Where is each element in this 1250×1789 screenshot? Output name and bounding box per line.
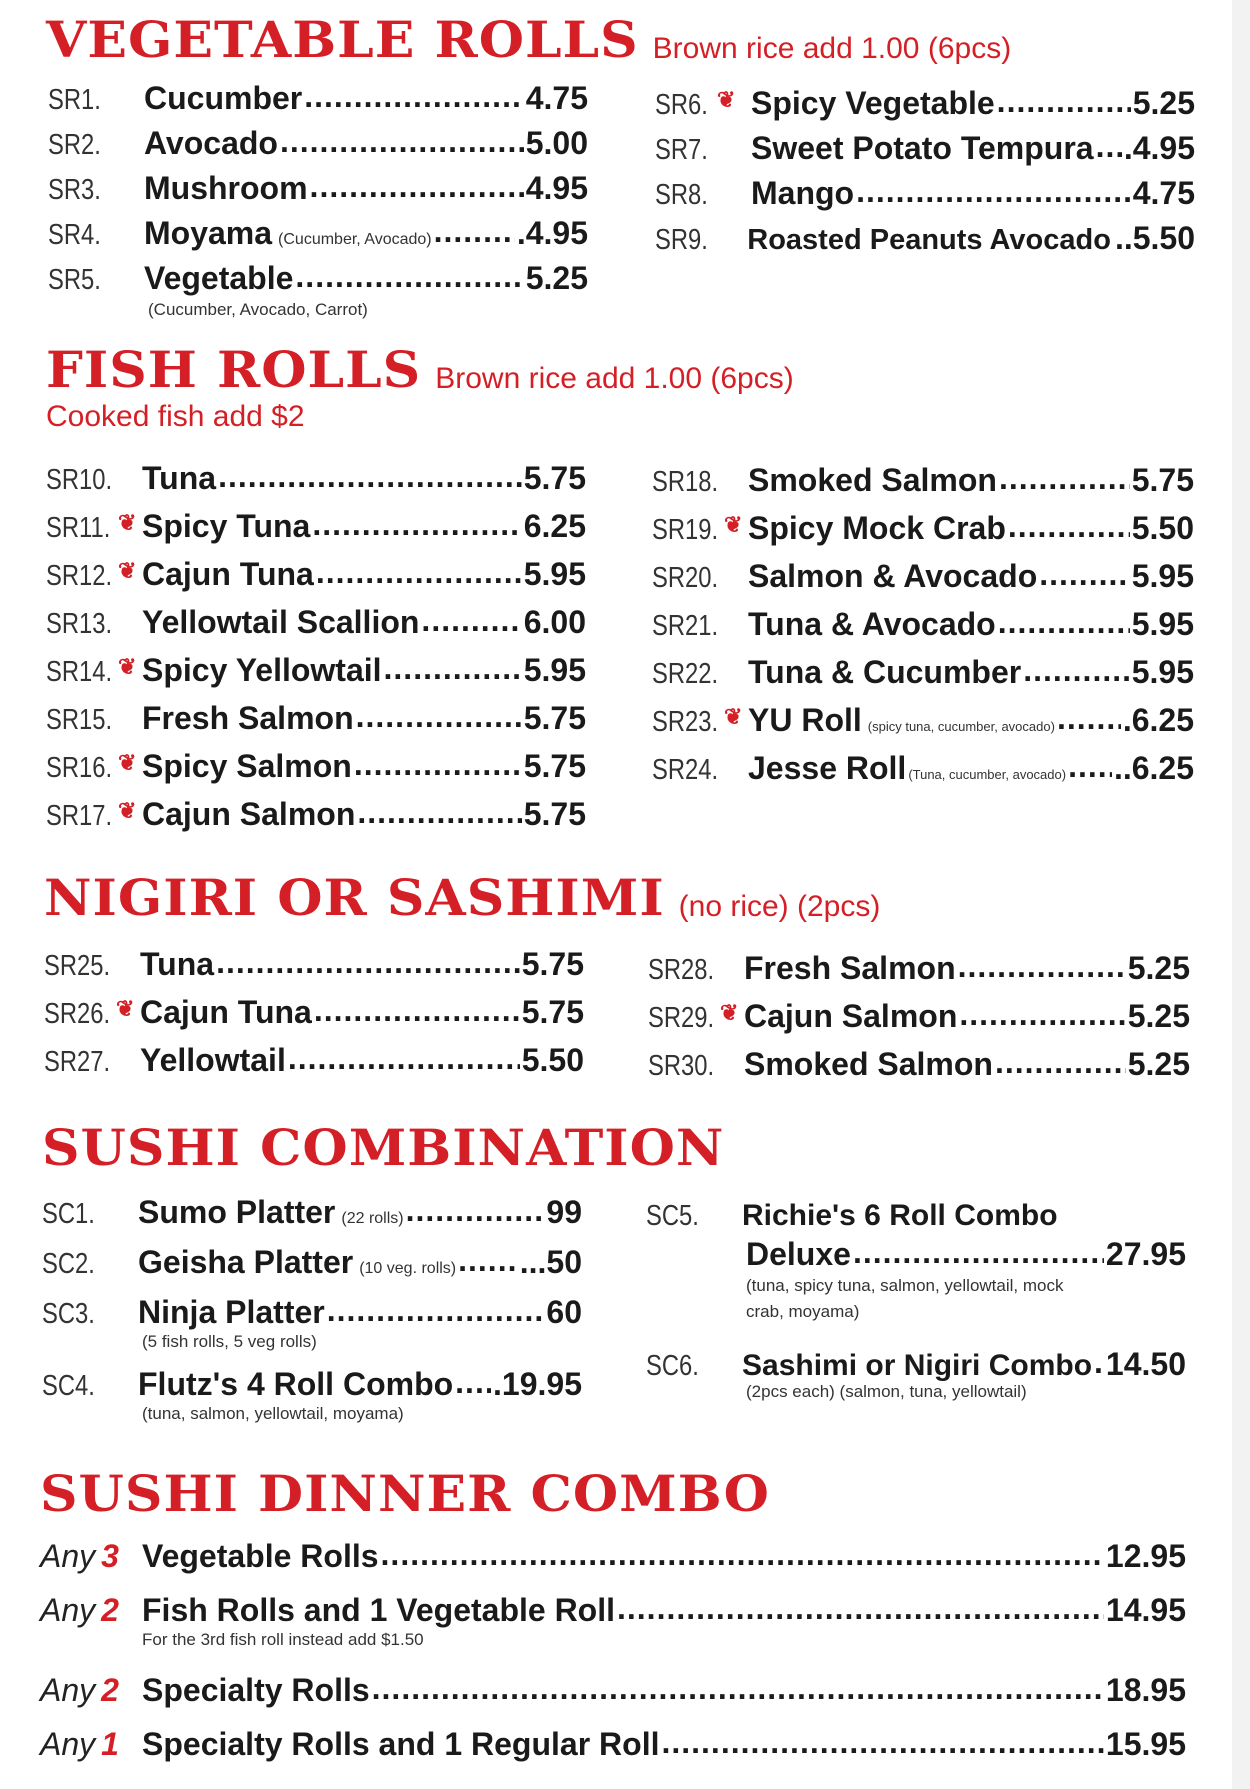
item-price: 60: [546, 1294, 582, 1330]
menu-item: [40, 1592, 1186, 1629]
section-note: Brown rice add 1.00 (6pcs): [652, 32, 1012, 65]
item-price: 14.95: [1105, 1592, 1186, 1628]
item-code: SR18.: [652, 466, 719, 498]
item-description: (tuna, salmon, yellowtail, moyama): [142, 1404, 404, 1423]
item-price: 5.00: [525, 125, 588, 161]
item-price: .4.95: [1123, 130, 1195, 166]
item-price: 5.75: [521, 946, 584, 982]
count-number: 2: [101, 1592, 119, 1628]
item-name: Smoked Salmon: [748, 462, 997, 498]
section-heading-dinner: [40, 1464, 770, 1525]
item-description: (spicy tuna, cucumber, avocado): [867, 719, 1055, 734]
item-price: 5.75: [523, 460, 586, 496]
menu-item: [655, 130, 1195, 167]
page-edge: [1232, 0, 1250, 1789]
item-name: Spicy Salmon: [142, 748, 352, 784]
menu-item: [40, 1538, 1186, 1575]
menu-item: [42, 1366, 582, 1403]
any-label: Any: [40, 1726, 96, 1762]
item-price: 5.25: [525, 260, 588, 296]
section-note: (no rice) (2pcs): [678, 890, 881, 923]
item-price: 5.75: [523, 796, 586, 832]
item-price: 6.25: [523, 508, 586, 544]
item-description: (Tuna, cucumber, avocado): [908, 767, 1067, 782]
item-price: 5.75: [521, 994, 584, 1030]
item-name: Spicy Tuna: [142, 508, 311, 544]
item-code: SC6.: [646, 1350, 699, 1382]
menu-item: [46, 460, 586, 497]
any-label: Any: [40, 1592, 96, 1628]
item-code: SC1.: [42, 1198, 95, 1230]
item-price: ..6.25: [1113, 750, 1194, 786]
section-heading-vegetable: [46, 10, 1011, 71]
item-name: Spicy Yellowtail: [142, 652, 382, 688]
item-code: SR9.: [655, 224, 708, 256]
item-code: SR6.: [655, 89, 708, 121]
item-code: SR5.: [48, 264, 101, 296]
item-price: 12.95: [1105, 1538, 1186, 1574]
item-name: Sweet Potato Tempura: [751, 130, 1094, 166]
menu-item: [42, 1244, 582, 1281]
item-price: 6.00: [523, 604, 586, 640]
item-code: SR15.: [46, 704, 113, 736]
item-code: SR28.: [648, 954, 715, 986]
item-price: 5.95: [1131, 654, 1194, 690]
item-name: Jesse Roll: [748, 750, 907, 786]
menu-item: [652, 462, 1194, 499]
menu-item: [42, 1194, 582, 1231]
menu-item: [48, 170, 588, 207]
item-code: SR2.: [48, 129, 101, 161]
item-code: SR7.: [655, 134, 708, 166]
item-name: Cucumber: [144, 80, 303, 116]
item-name: Avocado: [144, 125, 278, 161]
menu-item: [48, 215, 588, 252]
chili-pepper-icon: ❦: [118, 558, 137, 583]
menu-item: [655, 175, 1195, 212]
item-price: 5.50: [1131, 510, 1194, 546]
item-description: (10 veg. rolls): [359, 1260, 457, 1277]
item-name: Salmon & Avocado: [748, 558, 1038, 594]
menu-item: [655, 85, 1195, 122]
item-price: 4.95: [525, 170, 588, 206]
item-code: SR17.: [46, 800, 113, 832]
item-name: Smoked Salmon: [744, 1046, 993, 1082]
item-name: Roasted Peanuts Avocado: [747, 224, 1111, 256]
item-name: Mushroom: [144, 170, 308, 206]
item-code: SR20.: [652, 562, 719, 594]
section-title: SUSHI COMBINATION: [42, 1119, 725, 1178]
item-name: Vegetable: [144, 260, 294, 296]
item-name: Yellowtail: [140, 1042, 286, 1078]
item-name-continued: Deluxe: [746, 1236, 851, 1272]
item-price: 99: [546, 1194, 582, 1230]
item-name: Specialty Rolls and 1 Regular Roll: [142, 1726, 660, 1762]
item-name: Vegetable Rolls: [142, 1538, 379, 1574]
menu-item: [652, 606, 1194, 643]
item-code: SR12.: [46, 560, 113, 592]
item-code: SR1.: [48, 84, 101, 116]
item-code: SR13.: [46, 608, 113, 640]
menu-item: [48, 125, 588, 162]
item-price: 5.75: [1131, 462, 1194, 498]
menu-item: [655, 220, 1195, 257]
menu-item: [652, 750, 1194, 787]
item-code: SR21.: [652, 610, 719, 642]
item-name: Cajun Salmon: [744, 998, 958, 1034]
item-name: Cajun Tuna: [140, 994, 312, 1030]
item-code: SR19.: [652, 514, 719, 546]
item-code: SC5.: [646, 1200, 699, 1232]
menu-item: [46, 508, 586, 545]
menu-item: [652, 558, 1194, 595]
count-number: 1: [101, 1726, 119, 1762]
item-price: 5.95: [1131, 606, 1194, 642]
item-name: Fish Rolls and 1 Vegetable Roll: [142, 1592, 615, 1628]
item-code: SR22.: [652, 658, 719, 690]
item-name: Tuna: [142, 460, 217, 496]
item-price: 5.75: [523, 700, 586, 736]
item-description: (2pcs each) (salmon, tuna, yellowtail): [746, 1382, 1027, 1401]
chili-pepper-icon: ❦: [118, 750, 137, 775]
item-price: 15.95: [1105, 1726, 1186, 1762]
menu-item: [652, 654, 1194, 691]
section-heading-fish: [46, 340, 794, 401]
item-code: SR3.: [48, 174, 101, 206]
item-code: SR8.: [655, 179, 708, 211]
item-code: SC2.: [42, 1248, 95, 1280]
item-code: SR4.: [48, 219, 101, 251]
item-price: 5.95: [523, 556, 586, 592]
item-code: SR27.: [44, 1046, 111, 1078]
item-name: Cajun Salmon: [142, 796, 356, 832]
item-price: 5.95: [523, 652, 586, 688]
item-price: .19.95: [493, 1366, 582, 1402]
section-title: NIGIRI OR SASHIMI: [44, 869, 665, 928]
item-price: .6.25: [1122, 702, 1194, 738]
section-heading-combination: [42, 1118, 724, 1179]
item-description: For the 3rd fish roll instead add $1.50: [142, 1630, 424, 1649]
item-price: 4.75: [525, 80, 588, 116]
item-name: Fresh Salmon: [142, 700, 354, 736]
item-price: ..5.50: [1114, 220, 1195, 256]
chili-pepper-icon: ❦: [717, 87, 736, 112]
item-price: 5.25: [1132, 85, 1195, 121]
menu-item: [652, 702, 1194, 739]
menu-item: [646, 1196, 1186, 1233]
menu-item: [46, 748, 586, 785]
item-price: 5.75: [523, 748, 586, 784]
menu-item: [648, 950, 1190, 987]
item-name: Moyama: [144, 215, 273, 251]
item-price: 5.50: [521, 1042, 584, 1078]
menu-item: [48, 80, 588, 117]
item-price: 5.25: [1127, 998, 1190, 1034]
menu-item: [44, 946, 584, 983]
section-subnote: Cooked fish add $2: [46, 400, 305, 433]
item-code: SR16.: [46, 752, 113, 784]
section-heading-nigiri: [44, 868, 880, 929]
section-title: VEGETABLE ROLLS: [46, 11, 639, 70]
menu-item: [46, 604, 586, 641]
item-description-continued: crab, moyama): [746, 1302, 860, 1321]
count-number: 3: [101, 1538, 119, 1574]
item-name: Ninja Platter: [138, 1294, 325, 1330]
menu-item: [46, 700, 586, 737]
any-label: Any: [40, 1672, 96, 1708]
section-title: SUSHI DINNER COMBO: [40, 1465, 770, 1524]
item-name: Geisha Platter: [138, 1244, 354, 1280]
item-code: SR30.: [648, 1050, 715, 1082]
item-code: SR25.: [44, 950, 111, 982]
item-code: SC4.: [42, 1370, 95, 1402]
item-name: Yellowtail Scallion: [142, 604, 420, 640]
item-price: 14.50: [1105, 1346, 1186, 1382]
menu-item: [648, 1046, 1190, 1083]
item-price: 5.25: [1127, 1046, 1190, 1082]
chili-pepper-icon: ❦: [724, 512, 743, 537]
section-title: FISH ROLLS: [46, 341, 422, 400]
item-price: 27.95: [1105, 1236, 1186, 1272]
menu-item: [646, 1346, 1186, 1383]
item-name: Mango: [751, 175, 855, 211]
item-description: (tuna, spicy tuna, salmon, yellowtail, mock: [746, 1276, 1064, 1295]
item-code: SR10.: [46, 464, 113, 496]
count-number: 2: [101, 1672, 119, 1708]
menu-item: [46, 556, 586, 593]
menu-item: [648, 998, 1190, 1035]
item-name: Sashimi or Nigiri Combo: [742, 1349, 1093, 1382]
chili-pepper-icon: ❦: [720, 1000, 739, 1025]
menu-item: [46, 652, 586, 689]
item-description: (Cucumber, Avocado, Carrot): [148, 300, 368, 319]
item-code: SR26.: [44, 998, 111, 1030]
item-code: SC3.: [42, 1298, 95, 1330]
item-description: (22 rolls): [341, 1210, 404, 1227]
item-code: SR14.: [46, 656, 113, 688]
item-code: SR23.: [652, 706, 719, 738]
item-price: ...50: [519, 1244, 582, 1280]
chili-pepper-icon: ❦: [118, 510, 137, 535]
chili-pepper-icon: ❦: [724, 704, 743, 729]
menu-item: [652, 510, 1194, 547]
item-description: (Cucumber, Avocado): [278, 231, 432, 248]
item-name: Tuna: [140, 946, 215, 982]
item-name: Spicy Vegetable: [751, 85, 995, 121]
item-name: Richie's 6 Roll Combo: [742, 1199, 1058, 1232]
menu-item: [40, 1726, 1186, 1763]
menu-item: [42, 1294, 582, 1331]
menu-item: [40, 1672, 1186, 1709]
item-name: Sumo Platter: [138, 1194, 336, 1230]
item-price: .4.95: [516, 215, 588, 251]
item-price: 5.95: [1131, 558, 1194, 594]
item-name: Spicy Mock Crab: [748, 510, 1006, 546]
section-note: Brown rice add 1.00 (6pcs): [435, 362, 794, 395]
item-name: Cajun Tuna: [142, 556, 314, 592]
chili-pepper-icon: ❦: [116, 996, 135, 1021]
menu-item: [48, 260, 588, 297]
item-name: Tuna & Avocado: [748, 606, 996, 642]
item-code: SR11.: [46, 512, 111, 544]
chili-pepper-icon: ❦: [118, 654, 137, 679]
item-name: Flutz's 4 Roll Combo: [138, 1366, 454, 1402]
item-name: Fresh Salmon: [744, 950, 956, 986]
menu-item: [44, 994, 584, 1031]
item-code: SR24.: [652, 754, 719, 786]
item-description: (5 fish rolls, 5 veg rolls): [142, 1332, 317, 1351]
item-price: 5.25: [1127, 950, 1190, 986]
menu-item-continued: [746, 1236, 1186, 1273]
menu-item: [44, 1042, 584, 1079]
item-price: 18.95: [1105, 1672, 1186, 1708]
menu-item: [46, 796, 586, 833]
item-name: Tuna & Cucumber: [748, 654, 1022, 690]
item-name: Specialty Rolls: [142, 1672, 370, 1708]
item-name: YU Roll: [748, 702, 862, 738]
chili-pepper-icon: ❦: [118, 798, 137, 823]
item-code: SR29.: [648, 1002, 715, 1034]
item-price: 4.75: [1132, 175, 1195, 211]
any-label: Any: [40, 1538, 96, 1574]
